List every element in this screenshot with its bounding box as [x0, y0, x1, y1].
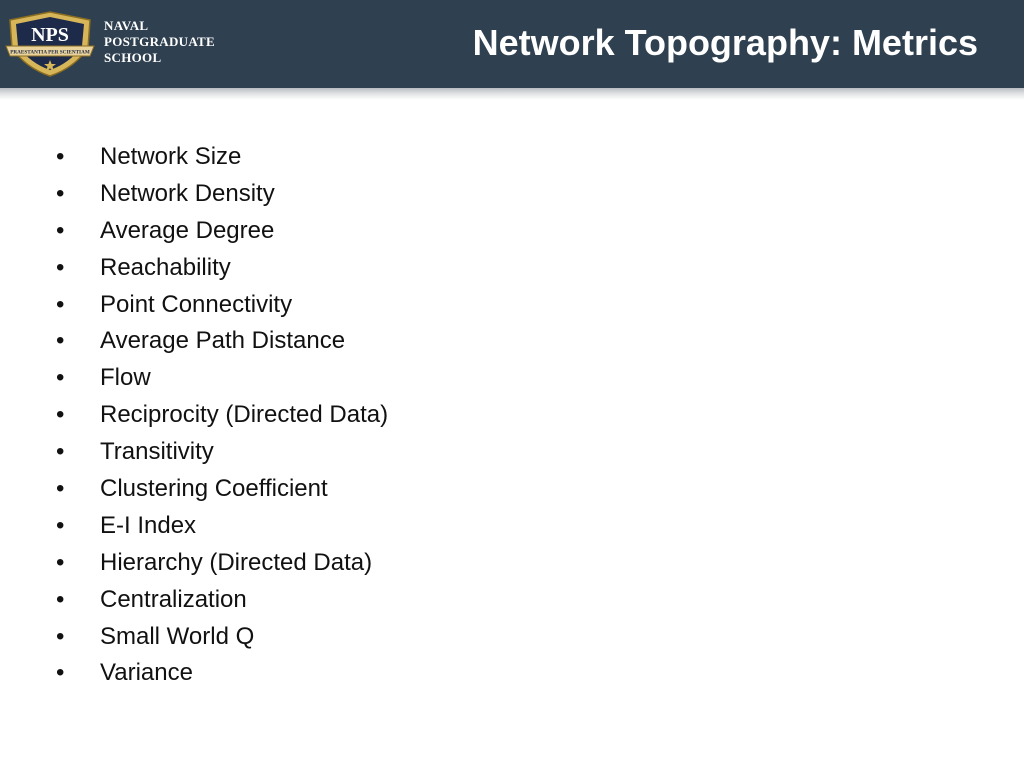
bullet-dot-icon: • — [56, 143, 65, 170]
bullet-text: Average Path Distance — [100, 327, 346, 355]
bullet-dot-icon: • — [56, 548, 65, 576]
bullet-text: Average Degree — [100, 216, 275, 244]
bullet-dot-icon: • — [56, 364, 65, 392]
school-name-line-3: SCHOOL — [104, 50, 162, 65]
bullet-item — [56, 397, 388, 434]
bullet-text: Clustering Coefficient — [100, 475, 328, 503]
bullet-dot-icon: • — [56, 253, 65, 281]
bullet-dot-icon: • — [56, 401, 65, 429]
header-shadow — [0, 88, 1024, 100]
nps-crest-icon — [4, 10, 96, 78]
bullet-item — [56, 508, 388, 545]
bullet-item — [56, 545, 388, 582]
crest-motto: PRAESTANTIA PER SCIENTIAM — [10, 49, 90, 56]
header-bar — [0, 0, 1024, 88]
bullet-item — [56, 360, 388, 397]
bullet-text: Flow — [100, 364, 151, 392]
slide-title: Network Topography: Metrics — [472, 22, 978, 63]
school-name-line-1: NAVAL — [104, 18, 149, 33]
bullet-text: Reciprocity (Directed Data) — [100, 401, 389, 429]
bullet-item — [56, 619, 388, 656]
bullet-item — [56, 471, 388, 508]
bullet-text: Network Size — [100, 143, 242, 170]
bullet-dot-icon: • — [56, 622, 65, 650]
bullet-item — [56, 655, 388, 692]
bullet-item — [56, 582, 388, 619]
school-name-line-2: POSTGRADUATE — [104, 34, 215, 49]
nps-logo — [4, 10, 224, 78]
bullet-text: Point Connectivity — [100, 290, 293, 318]
bullet-dot-icon: • — [56, 290, 65, 318]
bullet-dot-icon: • — [56, 585, 65, 613]
bullet-item — [56, 176, 388, 213]
bullet-dot-icon: • — [56, 659, 65, 687]
school-name — [104, 18, 215, 66]
bullet-text: Network Density — [100, 179, 275, 207]
bullet-item — [56, 250, 388, 287]
bullet-item — [56, 287, 388, 324]
bullet-item — [56, 323, 388, 360]
bullet-dot-icon: • — [56, 327, 65, 355]
bullet-dot-icon: • — [56, 438, 65, 466]
bullet-text: Hierarchy (Directed Data) — [100, 548, 373, 576]
bullet-text: Centralization — [100, 585, 247, 613]
bullet-dot-icon: • — [56, 216, 65, 244]
bullet-dot-icon: • — [56, 179, 65, 207]
bullet-dot-icon: • — [56, 511, 65, 539]
bullet-item — [56, 213, 388, 250]
bullet-text: Variance — [100, 659, 193, 687]
bullet-text: Reachability — [100, 253, 231, 281]
bullet-text: Small World Q — [100, 622, 255, 650]
bullet-list — [56, 139, 388, 692]
bullet-text: Transitivity — [100, 438, 214, 466]
bullet-text: E-I Index — [100, 511, 197, 539]
bullet-item — [56, 434, 388, 471]
crest-letters: NPS — [31, 24, 69, 46]
bullet-item — [56, 139, 388, 176]
bullet-dot-icon: • — [56, 475, 65, 503]
